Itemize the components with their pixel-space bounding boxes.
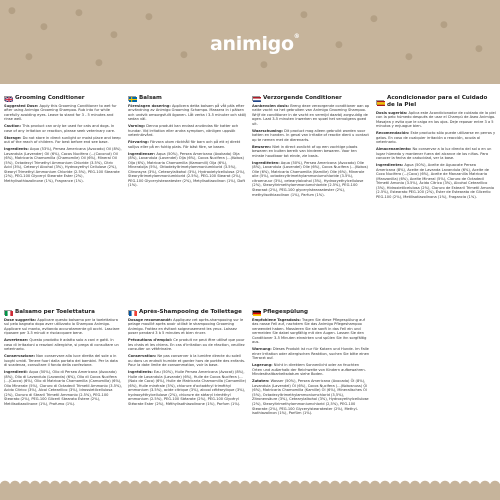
- section-it: [4, 309, 122, 477]
- paw-print-icon: ●: [95, 58, 103, 68]
- para-label: Dosis sugerida:: [376, 110, 408, 115]
- para-text: Questo prodotto è adatto solo a cani e gatti. In caso di irritazioni o reazioni allergiche, si prega di consultare un veterinario.: [4, 338, 119, 352]
- section-de: [252, 309, 370, 477]
- para-label: Förvaring:: [128, 140, 149, 145]
- paw-print-icon: ●: [475, 44, 483, 54]
- fr-flag-icon: [128, 310, 136, 315]
- paw-print-icon: ●: [25, 52, 33, 62]
- section-title-text: Grooming Conditioner: [15, 95, 85, 101]
- brand-logo-text: animigo: [210, 33, 294, 55]
- para-text: No conservar a la luz directa del sol o en un lugar húmedo y mantener fuera del alcance de los niños. Para conocer la fecha de caducidad, ver la base.: [376, 147, 492, 161]
- para-label: Dose suggerita:: [4, 317, 37, 322]
- paw-print-icon: ●: [300, 10, 308, 20]
- para-text: Apply this Grooming Conditioner to wet fur after using Animigo Grooming Shampoo. Rub into fur while carefully avoiding eyes. Leave to stand for 3 - 5 minutes and rinse well.: [4, 103, 117, 122]
- section-title-text: Acondicionador para el Cuidado de la Piel: [387, 95, 488, 108]
- para-text: Este producto sólo puede utilizarse en perros y gatos. En caso de cualquier irritación o reacción, acuda al veterinario.: [376, 131, 496, 145]
- para-label: Précautions d'emploi:: [128, 338, 173, 343]
- es-flag-icon: [376, 100, 384, 105]
- paw-print-icon: ●: [40, 22, 48, 32]
- para-label: Caution:: [4, 124, 22, 129]
- para-text: Nicht in direktem Sonnenlicht oder an feuchten Orten und außerhalb der Reichweite von Kindern aufbewahren. Mindesthaltbarkeitsdatum siehe Boden.: [252, 363, 366, 377]
- section-title: [128, 309, 246, 316]
- dose-paragraph: [252, 318, 370, 345]
- ingredients-paragraph: [252, 161, 370, 197]
- storage-paragraph: [128, 140, 246, 149]
- section-title: [128, 95, 246, 102]
- dose-paragraph: [4, 104, 122, 122]
- paw-print-icon: ●: [145, 12, 153, 22]
- dose-paragraph: [128, 318, 246, 336]
- paw-print-icon: ●: [405, 52, 413, 62]
- para-text: Tragen Sie diese Pflegespülung auf das nasse Fell auf, nachdem Sie das Animigo Pflegeshampoo verwendet haben. Massieren Sie sie sanft in das Fell ein und vermeiden Sie dabei sorgfältig mit den Augen. Lassen Sie den Conditioner 3-5 Minuten einwirken und spülen Sie ihn sorgfältig aus.: [252, 317, 367, 345]
- storage-paragraph: [252, 363, 370, 377]
- storage-paragraph: [376, 147, 496, 161]
- para-text: Agua (50%), Aceite de Aguacate Persea Americana (8%), Aceite de Lavanda Lavandula (6%), Aceite de Coco Nucifera (...(Coco) (6%), Aceite de Manzanilla Matricaria (Manzanilla) (6%), Aceite Mineral (5%), Cloruro de Octadecil Trimetil Amonio (3.5%), Ácido Cítrico (3%), Alcohol Cetearílico (3%), Hidroxietilcelulosa (2%), Cloruro de Estearil Trimetil Amonio (2.5%), Estearato PEG-100 (2%), Éster de Estearato de Glicerilo PEG-100 (2%), Metilisotiazolinona (1%), Fragancia (1%).: [376, 163, 495, 199]
- paw-print-icon: ●: [180, 50, 188, 60]
- para-text: Ce produit ne peut être utilisé que pour les chats et les chiens. En cas d'irritation ou de réaction, veuillez consulter un vétérinaire.: [128, 338, 245, 352]
- paw-print-icon: ●: [75, 8, 83, 18]
- nl-flag-icon: [252, 96, 260, 101]
- dose-paragraph: [252, 104, 370, 127]
- para-label: Almacenamiento:: [376, 147, 412, 152]
- section-title: [376, 95, 496, 109]
- para-text: Aqua (50%), Persea Americana (Avokado) Olja (8%), Lavandula (Lavendel) Olja (6%), Cocos Nucifera (...(Kokos) Olja (6%), Matricaria Chamomilla (Kamomill) Olja (6%), Mineralolja (5%), Oktadekyltrimetylammoniumklorid (3.5%), Citronsyra (3%), Cetearylalkohol (3%), Hydroxietylcellulosa (2%), Stearyltrimetylammoniumklorid (2.5%), PEG-100 Stearat (2%), PEG-100 Glycerylstearatester (2%), Metylisotiazolinon (1%), Doft (1%).: [128, 151, 246, 188]
- para-text: Dieses Produkt ist nur für Katzen und Hunde. Im Falle einer Irritation oder allergischen Reaktion, suchen Sie bitte einen Tierarzt auf.: [252, 347, 370, 361]
- gb-flag-icon: [4, 96, 12, 101]
- para-label: Bewaren:: [252, 144, 272, 149]
- section-title-text: Après-Shampooing de Toilettage: [139, 309, 242, 315]
- para-label: Föreslagen dosering:: [128, 103, 171, 108]
- section-title: [252, 95, 370, 102]
- section-title-text: Pflegespülung: [263, 309, 309, 315]
- para-label: Ingrédients:: [128, 370, 153, 375]
- registered-mark: ®: [293, 33, 300, 40]
- para-label: Ingrediënten:: [252, 160, 280, 165]
- storage-paragraph: [4, 354, 122, 368]
- para-text: Dit product mag alleen gebruikt worden voor katten en honden. In geval van irritatie of reactie dient u contact op te nemen met de dierenarts.: [252, 128, 369, 142]
- section-en: [4, 95, 122, 305]
- section-title-text: Balsamo per Toelettatura: [15, 309, 95, 315]
- caution-paragraph: [376, 131, 496, 145]
- para-label: Ingredientes:: [376, 163, 404, 168]
- para-label: Ingredients:: [4, 147, 29, 152]
- ingredients-paragraph: [4, 147, 122, 183]
- caution-paragraph: [128, 338, 246, 352]
- para-text: Applicare questo balsamo per la toelettatura sul pelo bagnato dopo aver utilizzato lo Shampoo Animigo. Applicare sul manto, evitando accuratamente gli occhi. Lasciare riposare per 3-5 minuti e risciacquare bene.: [4, 317, 120, 336]
- para-label: Recomendación:: [376, 131, 410, 136]
- para-label: Empfohlene Tagesdosis:: [252, 317, 301, 322]
- dose-paragraph: [4, 318, 122, 336]
- para-label: Conservazione:: [4, 354, 36, 359]
- de-flag-icon: [252, 310, 260, 315]
- para-label: Dosage recommandé:: [128, 317, 173, 322]
- ingredients-paragraph: [376, 163, 496, 199]
- para-label: Conservation:: [128, 354, 157, 359]
- paw-print-icon: ●: [8, 6, 16, 16]
- ingredients-paragraph: [252, 379, 370, 415]
- dose-paragraph: [376, 111, 496, 129]
- para-label: Waarschuwing:: [252, 128, 283, 133]
- section-title: [4, 95, 122, 102]
- para-label: Lagerung:: [252, 363, 273, 368]
- para-label: Warnung:: [252, 347, 272, 352]
- paw-print-icon: ●: [260, 60, 268, 70]
- para-text: Applicera detta balsam på våt päls efter användning av Animigo Grooming Schampo. Massera in i pälsen och undvik omsorgsfullt ögonen. Låt verka i 3-5 minuter och skölj sedan väl.: [128, 103, 246, 122]
- para-text: Ne pas conserver à la lumière directe du soleil ou dans un endroit humide et garder hors de portée des enfants. Pour la date limite de consommation, voir la base.: [128, 354, 246, 368]
- caution-paragraph: [128, 124, 246, 138]
- footer-band: [0, 484, 500, 500]
- ingredients-paragraph: [4, 370, 122, 406]
- para-label: Storage:: [4, 135, 22, 140]
- para-label: Ingredienti:: [4, 370, 28, 375]
- section-fr: [128, 309, 246, 477]
- section-title-text: Balsam: [139, 95, 162, 101]
- caution-paragraph: [252, 347, 370, 361]
- dose-paragraph: [128, 104, 246, 122]
- para-text: Eau (50%), Huile Persea Americana (Avocat) (8%), Huile de Lavandula (Lavande) (6%), Huile de Cocos Nucifera (...(Noix de Coco) (6%), Huile de Matricaria Chamomilla (Camomille) (6%), Huile minérale (5%), chlorure d'octadécyl triméthyl ammonium (3.5%), acide citrique (3%), alcool cétéarylique (3%), hydroxyéthylcellulose (2%), chlorure de stéaryl triméthyl ammonium (2.5%), PEG-100 Stéarate (2%), PEG-100 Glycéryl Stéarate Ester (2%), Méthylisothiazolinone (1%), Parfum (1%).: [128, 370, 246, 406]
- ingredients-paragraph: [128, 152, 246, 188]
- storage-paragraph: [128, 354, 246, 368]
- label-text-grid: [0, 95, 500, 477]
- para-text: Do not store in direct sunlight or moist place and keep out of the reach of children. For best before end see base.: [4, 135, 121, 145]
- para-label: Avvertenze:: [4, 338, 29, 343]
- paw-print-icon: ●: [110, 30, 118, 40]
- ingredients-paragraph: [128, 370, 246, 406]
- para-text: Aqua (50%), Persea Americana (Avocado) Olie (8%), Lavandula (Lavendel) Olie (6%), Cocos Nucifera (...(Kokos) Olie (6%), Matricaria Chamomilla (Kamille) Olie (6%), Minerale olie (5%), octadecyltrimethylammoniumchloride (3.5%), citroenzuur (3%), cetearylalcohol (3%), Hydroxyethylcellulose (2%), Stearyltrimethylammoniumchloride (2.5%), PEG-100 Stearaat (2%), PEG-100 glycerylstearaatester (2%), methylisothiazolinon (1%), Parfum (1%).: [252, 160, 368, 197]
- para-label: Ingredienser:: [128, 151, 156, 156]
- section-es: [376, 95, 496, 305]
- para-text: Non conservare alla luce diretta del sole o in luoghi umidi. Tenere fuori dalla portata dei bambini. Per la data di scadenza, consultare il fondo della confezione.: [4, 354, 118, 368]
- it-flag-icon: [4, 310, 12, 315]
- storage-paragraph: [4, 136, 122, 145]
- paw-print-icon: ●: [440, 20, 448, 30]
- para-label: Varning:: [128, 124, 146, 129]
- brand-logo: [210, 33, 299, 55]
- para-label: Aanbevolen dosis:: [252, 103, 290, 108]
- section-nl: [252, 95, 370, 305]
- para-text: Aplica este Acondicionador de cuidado de la piel con la pelo húmedo después de usar el Champú de Aseo Animigo. Masajea y evita que le caiga en los ojos. Deje reposar entre 3 a 5 minutos y enjuague bien.: [376, 110, 496, 129]
- section-title-text: Verzorgende Conditioner: [263, 95, 342, 101]
- header-scalloped-edge: [0, 78, 500, 88]
- caution-paragraph: [4, 338, 122, 352]
- para-text: Niet in direct zonlicht of op een vochtige plaats bewaren en buiten bereik van kinderen bewaren. Voor ten minste houdbaar tot einde, zie basis.: [252, 144, 358, 158]
- para-text: Breng deze verzorgende conditioner aan op natte vacht na het gebruiken van Animigo Grooming Shampoo. Wrijf de conditioner in de vacht en vermijd daarbij zorgvuldig de ogen. Laat 3-5 minuten inwerken en spoel het vervolgens goed uit.: [252, 103, 370, 126]
- para-text: Wasser (50%), Persea Americana (Avocado) Öl (8%), Lavandula (Lavendel) Öl (6%), Cocos Nucifera (...(Kokosnuss) Öl (6%), Matricaria Chamomilla (Kamille) Öl (6%), Mineralisches Öl (5%), Octadecyltrimethylammoniumchlorid (3,5%), Zitronensäure (3%), Cetearylalkohol (3%), Hydroxyethylcellulose (2%), Stearyltrimethylammoniumchlorid (2,5%), PEG-100 Stearate (2%), PEG-100 Glycerylstearatester (2%), Methyl-isothiazolinon (1%), Parfüm (1%).: [252, 379, 369, 416]
- caution-paragraph: [4, 124, 122, 133]
- para-text: Förvara utom räckhåll för barn och på ett ej direkt solljus eller på en fuktig plats. För bäst före, se basen.: [128, 140, 241, 149]
- para-text: Aqua (50%), Olio di Persea Americana (Avocado) (8%), Olio di Lavandula (Lavanda) (6%), Olio di Cocos Nucifera (...(Cocco) (6%), Olio di Matricaria Chamomilla (Camomilla) (6%), Olio Minerale (5%), Cloruro di Octadecil Trimetil Ammonio (3.5%), Acido Citrico (3%), Alcol Cetearilico (3%), Idrossietilcellulosa (2%), Cloruro di Stearil Trimetil Ammonio (2.5%), PEG-100 Stearato (2%), PEG-100 Gliceril Stearato Estere (2%), Metilisotiazolinone (1%), Profumo (1%).: [4, 370, 122, 406]
- para-text: Denna produkt kan endast användas för katter och hundar. Vid irritation eller andra symptom, vänligen uppsök veterinärvård.: [128, 124, 239, 138]
- paw-print-icon: ●: [370, 14, 378, 24]
- para-text: Appliquez cet après-shampooing sur le pelage mouillé après avoir utilisé le shampooing Grooming Animigo. Frottez en évitant soigneusement les yeux. Laissez poser pendant 3 à 5 minutes et bien rincer.: [128, 317, 244, 336]
- caution-paragraph: [252, 129, 370, 143]
- para-label: Zutaten:: [252, 379, 270, 384]
- se-flag-icon: [128, 96, 136, 101]
- para-text: Aqua (53%), Persea Americana (Avocado) Oil (8%), Lavandula (Lavender) Oil (6%), Cocos Nucifera (...(Coconut) Oil (6%), Matricaria Chamomilla (Chamomile) Oil (6%), Mineral Oil (5%), Octadecyl Trimethyl Ammonium Chloride (3.5%), Citric Acid (3%), Cetearyl Alcohol (3%), Hydroxyethyl Cellulose (2%), Stearyl Trimethyl Ammonium Chloride (2.5%), PEG-100 Stearate (2%), PEG-100 Glyceryl Stearate Ester (2%), Methylisothiazolinone (1%), Fragrance (1%).: [4, 147, 122, 183]
- paw-print-icon: ●: [335, 40, 343, 50]
- section-title: [252, 309, 370, 316]
- para-label: Suggested Dose:: [4, 103, 39, 108]
- para-text: This product can only be used for cats and dogs. In case of any irritation or reaction, please seek veterinary care.: [4, 124, 116, 133]
- storage-paragraph: [252, 145, 370, 159]
- header-banner: [0, 0, 500, 84]
- section-sv: [128, 95, 246, 305]
- section-title: [4, 309, 122, 316]
